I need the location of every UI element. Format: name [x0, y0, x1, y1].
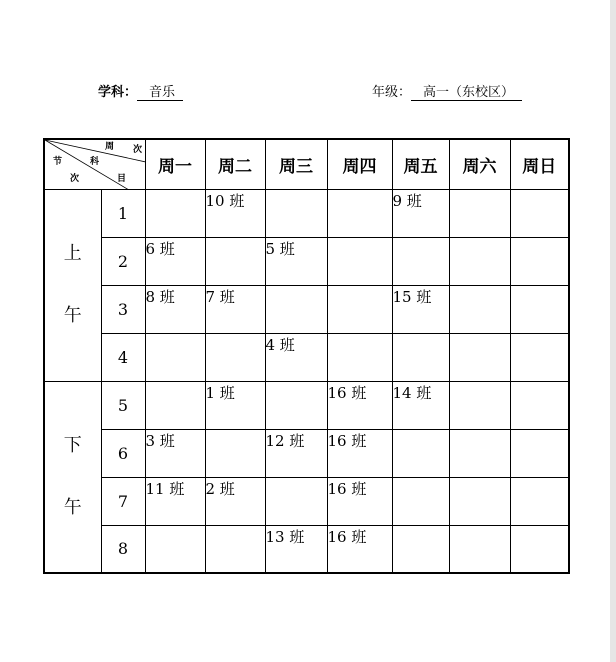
- schedule-cell: [449, 333, 510, 381]
- afternoon-label: [44, 381, 101, 573]
- subject-header: [98, 81, 183, 101]
- half-day-char: 午: [63, 305, 82, 326]
- header-row: [44, 139, 569, 189]
- corner-mid-2: 科: [90, 157, 100, 167]
- schedule-cell: [265, 285, 327, 333]
- schedule-cell: [449, 237, 510, 285]
- day-header: 周六: [449, 139, 510, 189]
- corner-cell: [44, 139, 145, 189]
- schedule-cell: [327, 333, 392, 381]
- schedule-cell: [265, 381, 327, 429]
- table-row: [44, 525, 569, 573]
- corner-mid-1: 节: [53, 157, 63, 167]
- schedule-cell: 3 班: [145, 429, 205, 477]
- corner-bottom-1: 次: [70, 174, 80, 184]
- period-number: 1: [101, 189, 145, 237]
- schedule-cell: 15 班: [392, 285, 449, 333]
- grade-value: 高一（东校区）: [411, 85, 522, 101]
- schedule-cell: 10 班: [205, 189, 265, 237]
- schedule-cell: [510, 381, 569, 429]
- table-row: [44, 333, 569, 381]
- schedule-cell: [449, 285, 510, 333]
- period-number: 5: [101, 381, 145, 429]
- schedule-cell: [510, 285, 569, 333]
- schedule-cell: 5 班: [265, 237, 327, 285]
- schedule-cell: [392, 525, 449, 573]
- schedule-cell: [205, 333, 265, 381]
- day-header: 周四: [327, 139, 392, 189]
- table-row: [44, 189, 569, 237]
- morning-label: [44, 189, 101, 381]
- grade-label: 年级：: [372, 85, 412, 100]
- schedule-cell: [510, 189, 569, 237]
- subject-value: 音乐: [137, 85, 183, 101]
- period-number: 7: [101, 477, 145, 525]
- period-number: 8: [101, 525, 145, 573]
- table-row: [44, 429, 569, 477]
- schedule-cell: [265, 477, 327, 525]
- schedule-cell: [392, 333, 449, 381]
- subject-label: 学科：: [98, 85, 138, 100]
- schedule-cell: [449, 381, 510, 429]
- half-day-char: 下: [63, 434, 82, 456]
- schedule-table: [43, 138, 570, 574]
- schedule-cell: 8 班: [145, 285, 205, 333]
- schedule-cell: 1 班: [205, 381, 265, 429]
- schedule-cell: [205, 525, 265, 573]
- table-row: [44, 381, 569, 429]
- schedule-cell: [449, 429, 510, 477]
- schedule-cell: 13 班: [265, 525, 327, 573]
- day-header: 周五: [392, 139, 449, 189]
- page-edge: [610, 0, 616, 662]
- schedule-cell: [510, 333, 569, 381]
- period-number: 3: [101, 285, 145, 333]
- schedule-cell: [327, 237, 392, 285]
- schedule-cell: [205, 429, 265, 477]
- schedule-cell: [327, 189, 392, 237]
- day-header: 周二: [205, 139, 265, 189]
- schedule-cell: 16 班: [327, 381, 392, 429]
- schedule-cell: [145, 525, 205, 573]
- schedule-cell: [510, 237, 569, 285]
- schedule-cell: [392, 477, 449, 525]
- schedule-cell: [265, 189, 327, 237]
- table-row: [44, 237, 569, 285]
- day-header: 周三: [265, 139, 327, 189]
- table-row: [44, 285, 569, 333]
- schedule-cell: 16 班: [327, 429, 392, 477]
- schedule-cell: [327, 285, 392, 333]
- schedule-cell: 16 班: [327, 525, 392, 573]
- schedule-cell: 9 班: [392, 189, 449, 237]
- corner-bottom-2: 目: [117, 174, 127, 184]
- schedule-cell: 7 班: [205, 285, 265, 333]
- schedule-cell: [145, 189, 205, 237]
- schedule-cell: 2 班: [205, 477, 265, 525]
- half-day-char: 上: [63, 243, 82, 264]
- schedule-cell: [145, 333, 205, 381]
- day-header: 周日: [510, 139, 569, 189]
- schedule-cell: [392, 429, 449, 477]
- schedule-cell: [205, 237, 265, 285]
- schedule-cell: 12 班: [265, 429, 327, 477]
- schedule-cell: [145, 381, 205, 429]
- schedule-cell: [449, 477, 510, 525]
- schedule-cell: [510, 429, 569, 477]
- period-number: 2: [101, 237, 145, 285]
- schedule-cell: [449, 525, 510, 573]
- period-number: 4: [101, 333, 145, 381]
- corner-top-1: 周: [105, 142, 115, 152]
- table-row: [44, 477, 569, 525]
- schedule-cell: [392, 237, 449, 285]
- day-header: 周一: [145, 139, 205, 189]
- schedule-cell: 6 班: [145, 237, 205, 285]
- schedule-cell: 4 班: [265, 333, 327, 381]
- corner-top-2: 次: [133, 145, 143, 155]
- period-number: 6: [101, 429, 145, 477]
- schedule-cell: [449, 189, 510, 237]
- schedule-cell: 14 班: [392, 381, 449, 429]
- schedule-cell: 11 班: [145, 477, 205, 525]
- schedule-cell: 16 班: [327, 477, 392, 525]
- grade-header: [372, 81, 522, 101]
- schedule-cell: [510, 477, 569, 525]
- schedule-cell: [510, 525, 569, 573]
- half-day-char: 午: [63, 496, 82, 518]
